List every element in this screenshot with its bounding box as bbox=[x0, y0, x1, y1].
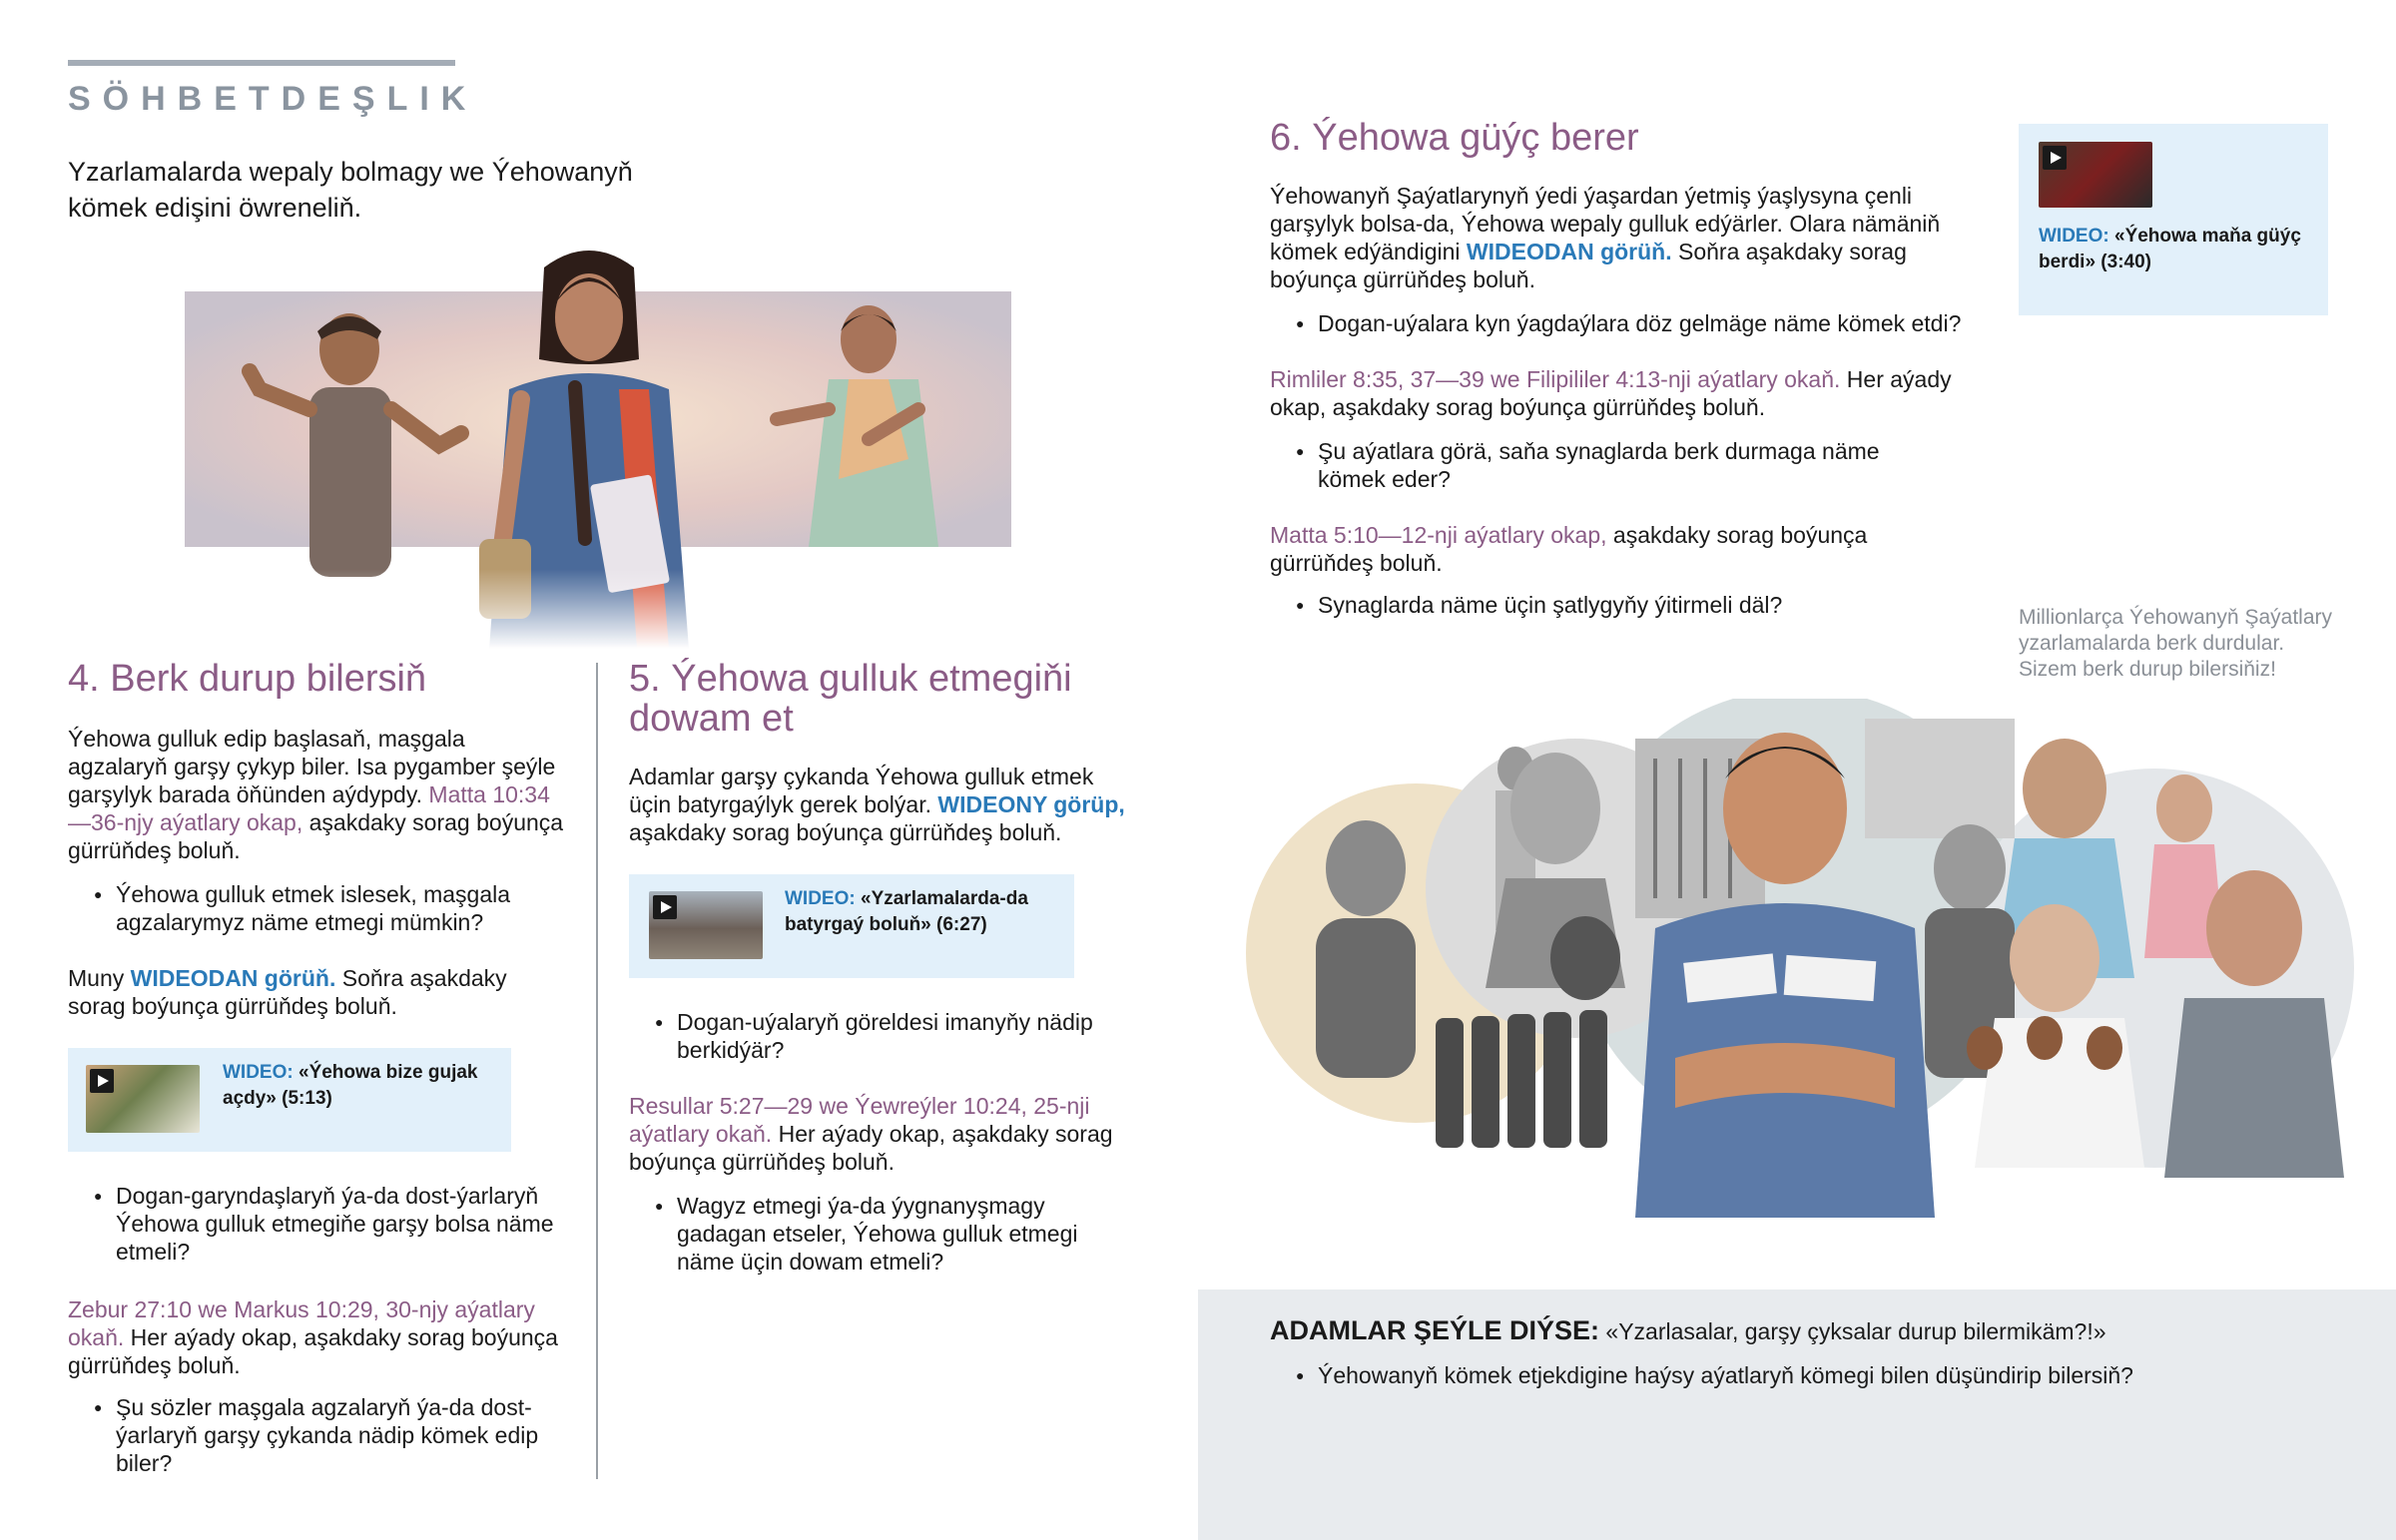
video-card-section-6[interactable] bbox=[2019, 124, 2328, 315]
video-link[interactable]: WIDEODAN görüň. bbox=[1466, 239, 1672, 264]
paragraph-text: aşakdaky sorag boýunça gürrüňdeş boluň. bbox=[629, 819, 1062, 845]
section-6-paragraph-3 bbox=[1270, 521, 1949, 577]
video-card-section-5[interactable] bbox=[629, 874, 1074, 978]
video-caption bbox=[785, 886, 1054, 938]
section-5-question-list-2 bbox=[629, 1192, 1128, 1276]
discussion-question: ● Dogan-uýalaryň göreldesi imanyňy nädip berkidýär? bbox=[629, 1008, 1128, 1064]
video-card-section-4[interactable] bbox=[68, 1048, 511, 1152]
header-rule bbox=[68, 60, 455, 66]
section-5-paragraph-1 bbox=[629, 763, 1128, 846]
discussion-question: ● Ýehowanyň kömek etjekdigine haýsy aýatlaryň kömegi bilen düşündirip bilersiň? bbox=[1270, 1361, 2368, 1389]
section-4-paragraph-3 bbox=[68, 1295, 567, 1379]
section-4-paragraph-2 bbox=[68, 964, 547, 1020]
paragraph-text: aşakdaky sorag boýunça gürrüňdeş boluň. bbox=[68, 809, 564, 863]
section-4-paragraph-1 bbox=[68, 725, 567, 864]
paragraph-text: Soňra aşakdaky sorag boýunça gürrüňdeş boluň. bbox=[68, 965, 507, 1019]
paragraph-text: aşakdaky sorag boýunça gürrüňdeş boluň. bbox=[1270, 522, 1868, 576]
discussion-question: ● Şu aýatlara görä, saňa synaglarda berk durmaga näme kömek eder? bbox=[1270, 437, 1949, 493]
objection-quote: «Yzarlasalar, garşy çyksalar durup bilermikäm?!» bbox=[1599, 1318, 2106, 1344]
section-4-question-list-1 bbox=[68, 880, 567, 936]
video-label: WIDEO: bbox=[223, 1062, 294, 1083]
illustration-caption: Millionlarça Ýehowanyň Şaýatlary yzarlamalarda berk durdular. Sizem berk durup bilersiňiz! bbox=[2019, 606, 2332, 681]
discussion-question: ● Synaglarda näme üçin şatlygyňy ýitirmeli däl? bbox=[1270, 591, 1949, 619]
video-title: «Ýehowa bize gujak açdy» (5:13) bbox=[223, 1062, 478, 1109]
paragraph-text: Adamlar garşy çykanda Ýehowa gulluk etmek üçin batyrgaýlyk gerek bolýar. bbox=[629, 764, 1094, 817]
paragraph-text: Her aýady okap, aşakdaky sorag boýunça gürrüňdeş boluň. bbox=[68, 1324, 558, 1378]
video-link[interactable]: WIDEODAN görüň. bbox=[130, 965, 336, 991]
play-icon bbox=[653, 895, 677, 919]
discussion-question: ● Şu sözler maşgala agzalaryň ýa-da dost-ýarlaryň garşy çykanda nädip kömek edip biler? bbox=[68, 1393, 567, 1477]
video-label: WIDEO: bbox=[2039, 226, 2109, 247]
paragraph-text: Her aýady okap, aşakdaky sorag boýunça gürrüňdeş boluň. bbox=[1270, 366, 1952, 420]
objection-question-list bbox=[1270, 1361, 2368, 1389]
discussion-question: ● Dogan-uýalara kyn ýagdaýlara döz gelmäge näme kömek etdi? bbox=[1270, 309, 1989, 337]
section-6-question-list-3 bbox=[1270, 591, 1949, 619]
scripture-reference-link[interactable]: Resullar 5:27—29 we Ýewreýler 10:24, 25-nji aýatlary okaň. bbox=[629, 1093, 1090, 1147]
objection-panel bbox=[1198, 1289, 2396, 1540]
video-thumbnail bbox=[649, 891, 763, 959]
section-6-question-list-1 bbox=[1270, 309, 1989, 337]
section-4-question-list-2 bbox=[68, 1182, 567, 1266]
paragraph-text: Ýehowa gulluk edip başlasaň, maşgala agzalaryň garşy çykyp biler. Isa pygamber şeýle garşylyk barada öňünden aýdypdy. bbox=[68, 726, 556, 807]
column-divider bbox=[596, 663, 598, 1479]
section-eyebrow: SÖHBETDEŞLIK bbox=[68, 80, 478, 118]
section-5-question-list-1 bbox=[629, 1008, 1128, 1064]
section-5-paragraph-2 bbox=[629, 1092, 1128, 1176]
intro-text: Yzarlamalarda wepaly bolmagy we Ýehowanyň kömek edişini öwreneliň. bbox=[68, 157, 633, 223]
video-thumbnail bbox=[86, 1065, 200, 1133]
section-6-paragraph-1 bbox=[1270, 182, 1969, 293]
scripture-reference-link[interactable]: Zebur 27:10 we Markus 10:29, 30-njy aýatlary okaň. bbox=[68, 1296, 535, 1350]
section-6-paragraph-2 bbox=[1270, 365, 1969, 421]
objection-lead: ADAMLAR ŞEÝLE DIÝSE: bbox=[1270, 1315, 1600, 1345]
discussion-question: ● Ýehowa gulluk etmek islesek, maşgala agzalarymyz näme etmegi mümkin? bbox=[68, 880, 567, 936]
paragraph-text: Ýehowanyň Şaýatlarynyň ýedi ýaşardan ýetmiş ýaşlysyna çenli garşylyk bolsa-da, Ýehowa wepaly gulluk edýärler. Olara nämäniň kömek edýändigini bbox=[1270, 183, 1941, 264]
paragraph-text: Muny bbox=[68, 965, 131, 991]
section-6-title: 6. Ýehowa güýç berer bbox=[1270, 117, 1639, 159]
video-title: «Ýehowa maňa güýç berdi» (3:40) bbox=[2039, 226, 2301, 272]
section-4-title: 4. Berk durup bilersiň bbox=[68, 658, 427, 700]
play-icon bbox=[90, 1069, 114, 1093]
discussion-question: ● Dogan-garyndaşlaryň ýa-da dost-ýarlaryň Ýehowa gulluk etmegiňe garşy bolsa näme etmeli? bbox=[68, 1182, 567, 1266]
paragraph-text: Her aýady okap, aşakdaky sorag boýunça gürrüňdeş boluň. bbox=[629, 1121, 1113, 1175]
video-thumbnail bbox=[2039, 142, 2152, 208]
video-label: WIDEO: bbox=[785, 888, 856, 909]
scripture-reference-link[interactable]: Matta 5:10—12-nji aýatlary okap, bbox=[1270, 522, 1607, 548]
video-caption bbox=[223, 1060, 482, 1112]
scripture-reference-link[interactable]: Rimliler 8:35, 37—39 we Filipililer 4:13-nji aýatlary okaň. bbox=[1270, 366, 1841, 392]
video-caption bbox=[2039, 224, 2318, 275]
video-title: «Yzarlamalarda-da batyrgaý boluň» (6:27) bbox=[785, 888, 1028, 935]
paragraph-text: Soňra aşakdaky sorag boýunça gürrüňdeş boluň. bbox=[1270, 239, 1907, 292]
section-5-title: 5. Ýehowa gulluk etmegiňi dowam et bbox=[629, 658, 1072, 740]
section-4-question-list-3 bbox=[68, 1393, 567, 1477]
video-link[interactable]: WIDEONY görüp, bbox=[937, 791, 1125, 817]
discussion-question: ● Wagyz etmegi ýa-da ýygnanyşmagy gadagan etseler, Ýehowa gulluk etmegi näme üçin dowam etmeli? bbox=[629, 1192, 1128, 1276]
persecuted-witnesses-collage bbox=[1226, 699, 2354, 1218]
objection-statement bbox=[1270, 1315, 2368, 1346]
family-opposition-illustration bbox=[150, 240, 1048, 649]
section-6-question-list-2 bbox=[1270, 437, 1949, 493]
play-icon bbox=[2043, 146, 2067, 170]
scripture-reference-link[interactable]: Matta 10:34—36-njy aýatlary okap, bbox=[68, 781, 550, 835]
